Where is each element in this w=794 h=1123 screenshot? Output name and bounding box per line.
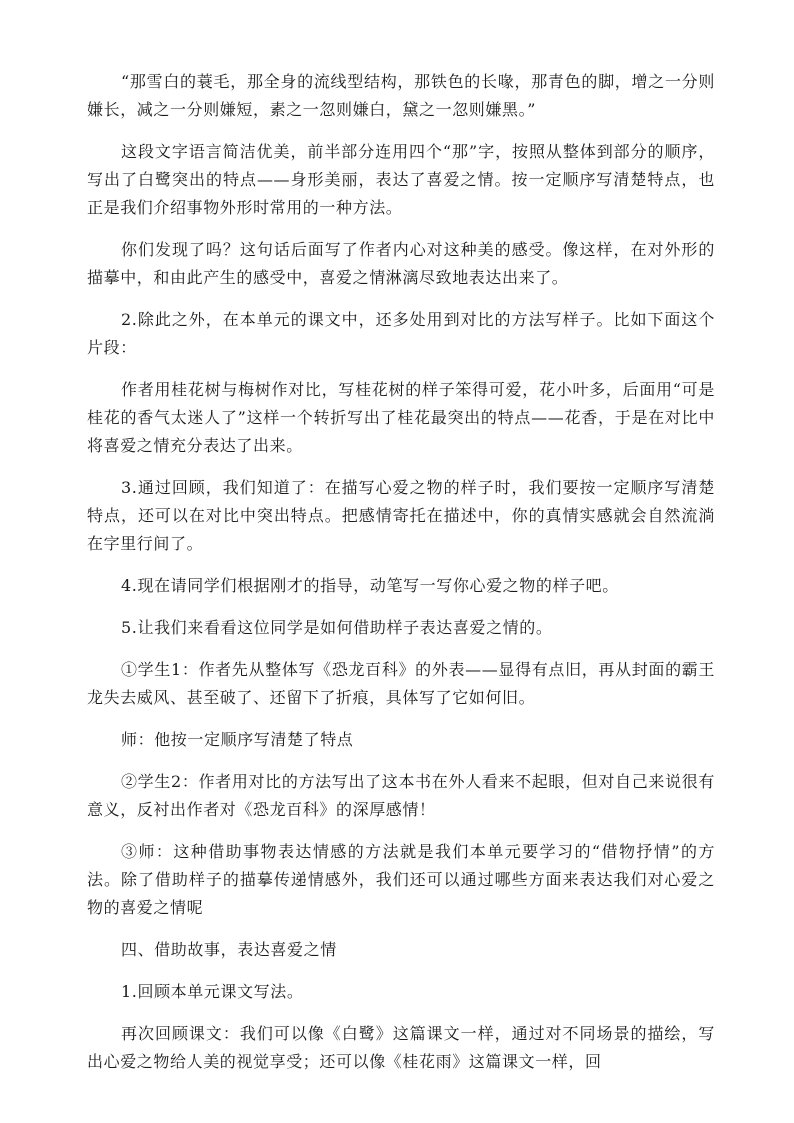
paragraph-item-4: 4.现在请同学们根据刚才的指导，动笔写一写你心爱之物的样子吧。 — [121, 576, 619, 595]
paragraph-contrast-example: 作者用桂花树与梅树作对比，写桂花树的样子笨得可爱，花小叶多，后面用“可是桂花的香气太迷人了”这样一个转折写出了桂花最突出的特点——花香，于是在对比中将喜爱之情充分表达了出来。 — [87, 380, 715, 455]
paragraph-teacher-comment: 师：他按一定顺序写清楚了特点 — [121, 730, 354, 749]
paragraph-review-item-1: 1.回顾本单元课文写法。 — [121, 982, 304, 1001]
paragraph-item-5: 5.让我们来看看这位同学是如何借助样子表达喜爱之情的。 — [121, 618, 553, 637]
section-heading-four: 四、借助故事，表达喜爱之情 — [121, 940, 337, 959]
document-body — [87, 68, 715, 1090]
paragraph-student-1: ①学生1：作者先从整体写《恐龙百科》的外表——显得有点旧，再从封面的霸王龙失去威风、甚至破了、还留下了折痕，具体写了它如何旧。 — [87, 660, 715, 707]
paragraph-review-text: 再次回顾课文：我们可以像《白鹭》这篇课文一样，通过对不同场景的描绘，写出心爱之物给人美的视觉享受；还可以像《桂花雨》这篇课文一样，回 — [87, 1024, 715, 1071]
paragraph-discovery: 你们发现了吗？这句话后面写了作者内心对这种美的感受。像这样，在对外形的描摹中，和由此产生的感受中，喜爱之情淋漓尽致地表达出来了。 — [87, 240, 715, 287]
paragraph-item-2: 2.除此之外，在本单元的课文中，还多处用到对比的方法写样子。比如下面这个片段： — [87, 310, 715, 357]
paragraph-analysis: 这段文字语言简洁优美，前半部分连用四个“那”字，按照从整体到部分的顺序，写出了白鹭突出的特点——身形美丽，表达了喜爱之情。按一定顺序写清楚特点，也正是我们介绍事物外形时常用的一种方法。 — [87, 142, 715, 217]
paragraph-quote: “那雪白的蓑毛，那全身的流线型结构，那铁色的长喙，那青色的脚，增之一分则嫌长，减之一分则嫌短，素之一忽则嫌白，黛之一忽则嫌黑。” — [87, 72, 715, 119]
paragraph-teacher-3: ③师：这种借助事物表达情感的方法就是我们本单元要学习的“借物抒情”的方法。除了借助样子的描摹传递情感外，我们还可以通过哪些方面来表达我们对心爱之物的喜爱之情呢 — [87, 842, 715, 917]
paragraph-student-2: ②学生2：作者用对比的方法写出了这本书在外人看来不起眼，但对自己来说很有意义，反衬出作者对《恐龙百科》的深厚感情！ — [87, 772, 715, 819]
paragraph-item-3: 3.通过回顾，我们知道了：在描写心爱之物的样子时，我们要按一定顺序写清楚特点，还可以在对比中突出特点。把感情寄托在描述中，你的真情实感就会自然流淌在字里行间了。 — [87, 478, 715, 553]
